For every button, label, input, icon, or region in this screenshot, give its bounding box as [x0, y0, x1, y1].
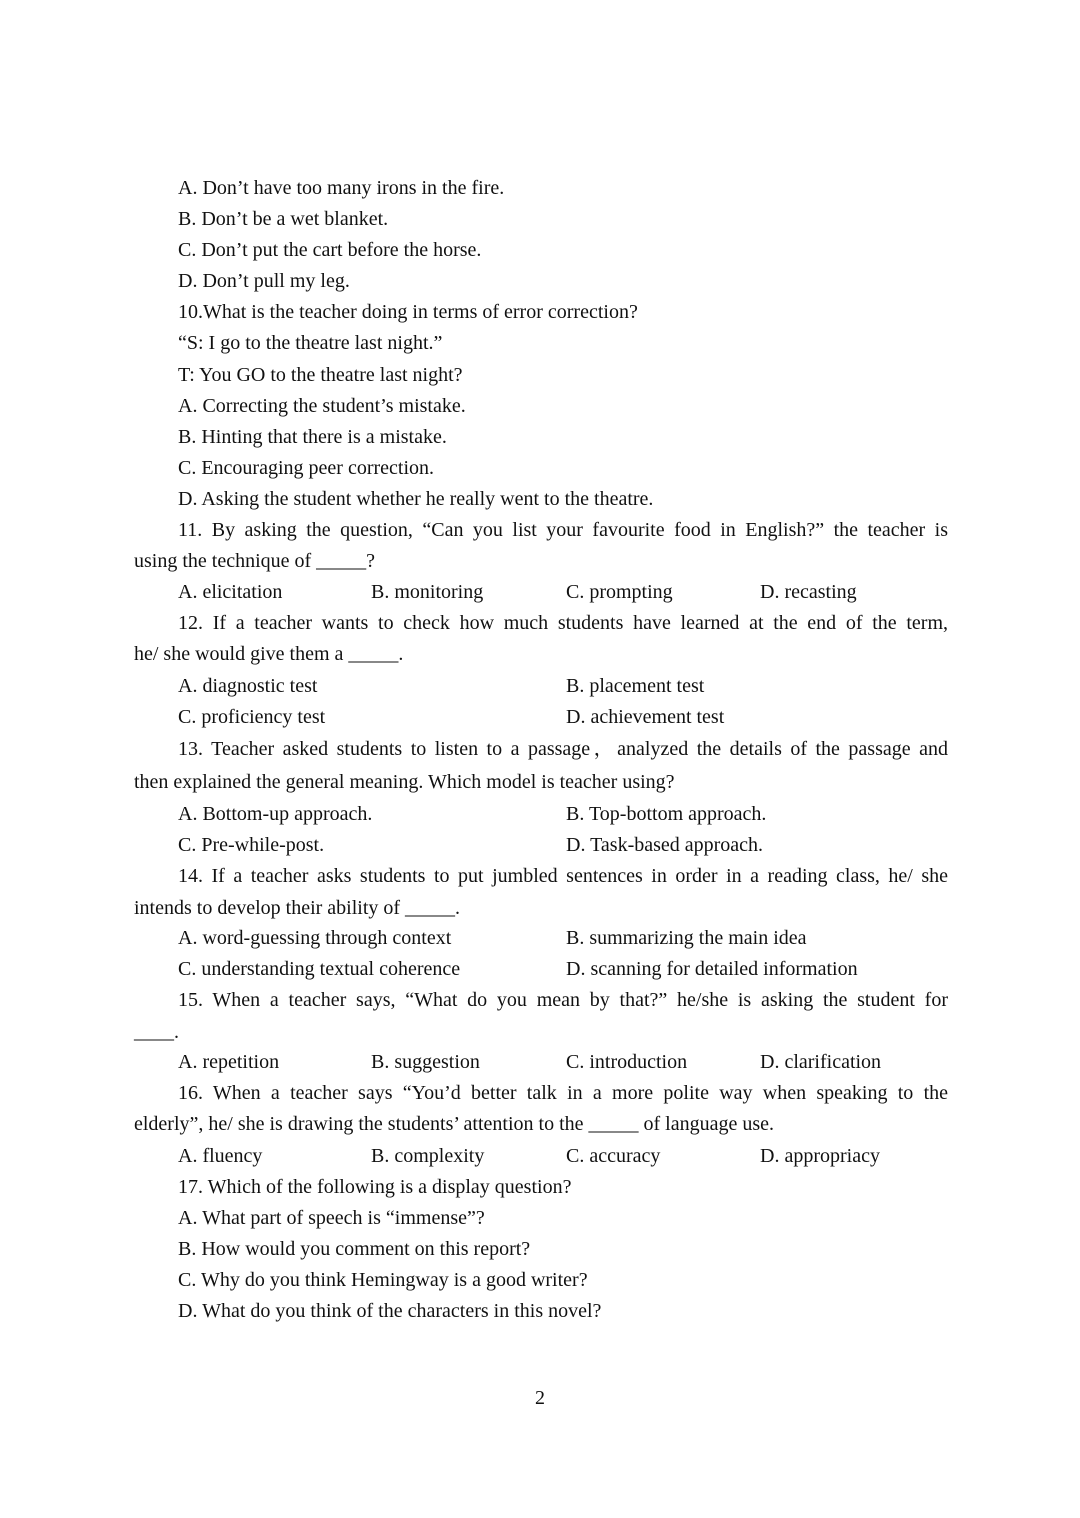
q12-option-a: A. diagnostic test [178, 675, 318, 697]
q10-dialog-student: “S: I go to the theatre last night.” [178, 332, 443, 354]
q11-option-a: A. elicitation [178, 581, 283, 603]
q15-stem-line-1: 15. When a teacher says, “What do you mean by that?” he/she is asking the student for [178, 989, 948, 1011]
q15-option-b: B. suggestion [371, 1051, 480, 1073]
q10-option-d: D. Asking the student whether he really went to the theatre. [178, 488, 654, 510]
q11-option-c: C. prompting [566, 581, 673, 603]
q15-option-c: C. introduction [566, 1051, 688, 1073]
q12-stem-line-2: he/ she would give them a _____. [134, 643, 404, 665]
q13-stem-line-1: 13. Teacher asked students to listen to a passage，analyzed the details of the passage and [178, 738, 948, 760]
q14-option-c: C. understanding textual coherence [178, 958, 461, 980]
q10-option-a: A. Correcting the student’s mistake. [178, 395, 466, 417]
q17-option-a: A. What part of speech is “immense”? [178, 1207, 485, 1229]
q13-option-d: D. Task-based approach. [566, 834, 764, 856]
q10-option-c: C. Encouraging peer correction. [178, 457, 435, 479]
q16-stem-line-1: 16. When a teacher says “You’d better talk in a more polite way when speaking to the [178, 1082, 948, 1104]
q12-option-d: D. achievement test [566, 706, 725, 728]
q14-stem-line-2: intends to develop their ability of _____. [134, 897, 461, 919]
q9-option-c: C. Don’t put the cart before the horse. [178, 239, 482, 261]
q15-stem-line-2: ____. [134, 1021, 179, 1043]
q9-option-d: D. Don’t pull my leg. [178, 270, 350, 292]
q10-stem: 10.What is the teacher doing in terms of error correction? [178, 301, 638, 323]
q10-dialog-teacher: T: You GO to the theatre last night? [178, 364, 463, 386]
q11-stem-line-2: using the technique of _____? [134, 550, 376, 572]
q14-option-d: D. scanning for detailed information [566, 958, 858, 980]
q17-option-c: C. Why do you think Hemingway is a good writer? [178, 1269, 588, 1291]
q12-option-c: C. proficiency test [178, 706, 326, 728]
q16-option-d: D. appropriacy [760, 1145, 880, 1167]
q13-option-a: A. Bottom-up approach. [178, 803, 373, 825]
q9-option-a: A. Don’t have too many irons in the fire. [178, 177, 505, 199]
q16-option-a: A. fluency [178, 1145, 263, 1167]
q16-stem-line-2: elderly”, he/ she is drawing the students’ attention to the _____ of language use. [134, 1113, 775, 1135]
q11-option-d: D. recasting [760, 581, 857, 603]
q14-option-b: B. summarizing the main idea [566, 927, 807, 949]
q15-option-d: D. clarification [760, 1051, 882, 1073]
q17-stem: 17. Which of the following is a display question? [178, 1176, 572, 1198]
q10-option-b: B. Hinting that there is a mistake. [178, 426, 447, 448]
q16-option-c: C. accuracy [566, 1145, 661, 1167]
q12-stem-line-1: 12. If a teacher wants to check how much students have learned at the end of the term, [178, 612, 948, 634]
q11-option-b: B. monitoring [371, 581, 484, 603]
q12-option-b: B. placement test [566, 675, 705, 697]
q11-stem-line-1: 11. By asking the question, “Can you list your favourite food in English?” the teacher is [178, 519, 948, 541]
q13-option-c: C. Pre-while-post. [178, 834, 325, 856]
q14-stem-line-1: 14. If a teacher asks students to put jumbled sentences in order in a reading class, he/ she [178, 865, 948, 887]
q13-stem-line-2: then explained the general meaning. Which model is teacher using? [134, 771, 675, 793]
q17-option-b: B. How would you comment on this report? [178, 1238, 531, 1260]
q14-option-a: A. word-guessing through context [178, 927, 452, 949]
q15-option-a: A. repetition [178, 1051, 280, 1073]
q13-option-b: B. Top-bottom approach. [566, 803, 767, 825]
q9-option-b: B. Don’t be a wet blanket. [178, 208, 389, 230]
page-number: 2 [535, 1387, 545, 1409]
q17-option-d: D. What do you think of the characters in this novel? [178, 1300, 602, 1322]
q16-option-b: B. complexity [371, 1145, 485, 1167]
